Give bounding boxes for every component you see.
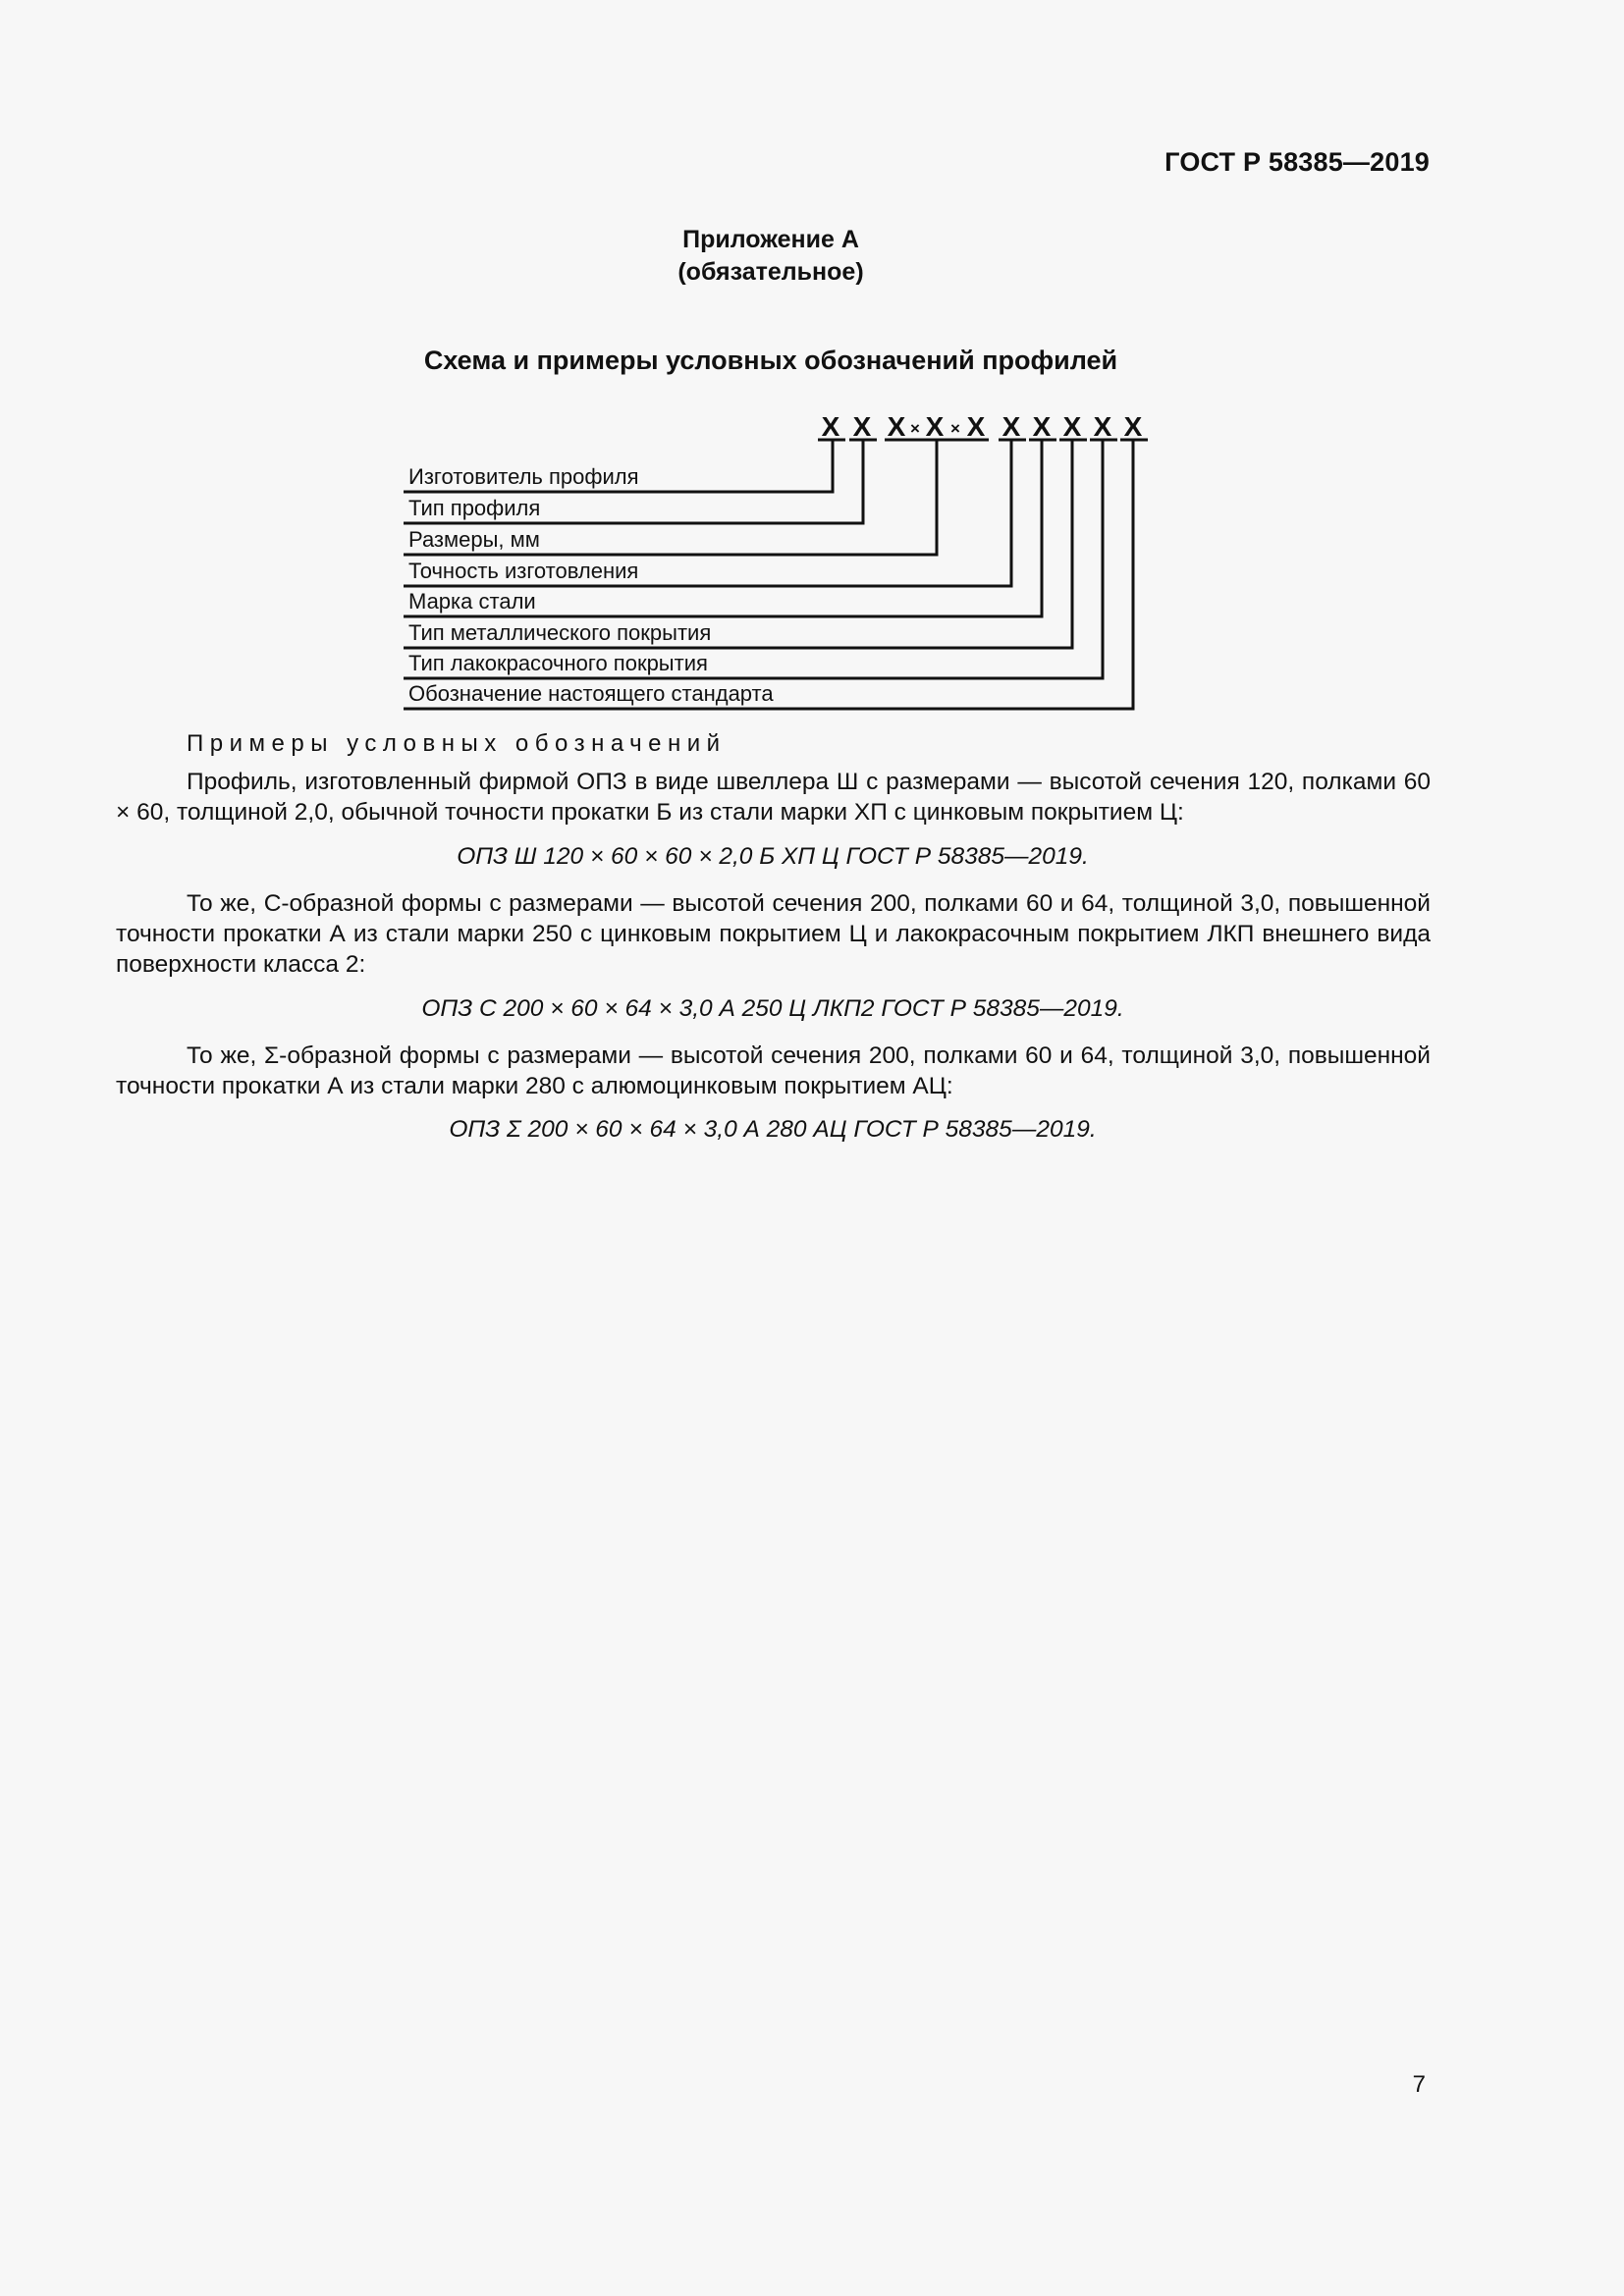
scheme-symbol: X — [1062, 411, 1082, 442]
scheme-symbol: X — [1032, 411, 1052, 442]
paragraph-example-3: То же, Σ-образной формы с размерами — высотой сечения 200, полками 60 и 64, толщиной 3,0, повышенной точности прокатки А из стали марки 280 с алюмоцинковым покрытием АЦ: — [116, 1042, 1431, 1099]
scheme-label-accuracy: Точность изготовления — [408, 559, 639, 583]
designation-example-1: ОПЗ Ш 120 × 60 × 60 × 2,0 Б ХП Ц ГОСТ Р 58385—2019. — [457, 843, 1089, 870]
scheme-symbol: X — [1093, 411, 1112, 442]
scheme-symbol: X — [1123, 411, 1143, 442]
scheme-symbol: X — [966, 411, 986, 442]
document-code: ГОСТ Р 58385—2019 — [1164, 147, 1430, 177]
designation-example-2: ОПЗ С 200 × 60 × 64 × 3,0 А 250 Ц ЛКП2 ГОСТ Р 58385—2019. — [421, 995, 1124, 1022]
section-title: Схема и примеры условных обозначений профилей — [423, 346, 1118, 375]
designation-example-3: ОПЗ Σ 200 × 60 × 64 × 3,0 А 280 АЦ ГОСТ Р 58385—2019. — [449, 1116, 1097, 1143]
appendix-status: (обязательное) — [677, 258, 864, 286]
scheme-symbol: X — [925, 411, 945, 442]
scheme-label-metal-coating: Тип металлического покрытия — [408, 620, 712, 645]
scheme-times-sign: × — [910, 419, 920, 438]
paragraph-example-1: Профиль, изготовленный фирмой ОПЗ в виде швеллера Ш с размерами — высотой сечения 120, полками 60 × 60, толщиной 2,0, обычной точности прокатки Б из стали марки ХП с цинковым покрытием Ц: — [116, 769, 1431, 826]
scheme-label-profile-type: Тип профиля — [408, 496, 541, 520]
scheme-symbol: X — [887, 411, 906, 442]
scheme-label-paint-coating: Тип лакокрасочного покрытия — [408, 651, 708, 675]
scheme-label-dimensions: Размеры, мм — [408, 527, 540, 552]
scheme-label-standard: Обозначение настоящего стандарта — [408, 681, 774, 706]
designation-scheme — [0, 0, 1624, 746]
paragraph-example-2: То же, С-образной формы с размерами — высотой сечения 200, полками 60 и 64, толщиной 3,0, повышенной точности прокатки А из стали марки 250 с цинковым покрытием Ц и лакокрасочным покрытием ЛКП внешнего вида поверхности класса 2: — [116, 890, 1431, 978]
scheme-label-steel-grade: Марка стали — [408, 589, 536, 614]
scheme-label-manufacturer: Изготовитель профиля — [408, 464, 639, 489]
examples-heading: Примеры условных обозначений — [187, 730, 727, 757]
appendix-label: Приложение А — [682, 226, 859, 253]
scheme-symbol: X — [1001, 411, 1021, 442]
page-number: 7 — [1412, 2071, 1426, 2098]
scheme-symbol: X — [821, 411, 840, 442]
scheme-symbol: X — [852, 411, 872, 442]
scheme-times-sign: × — [950, 419, 960, 438]
